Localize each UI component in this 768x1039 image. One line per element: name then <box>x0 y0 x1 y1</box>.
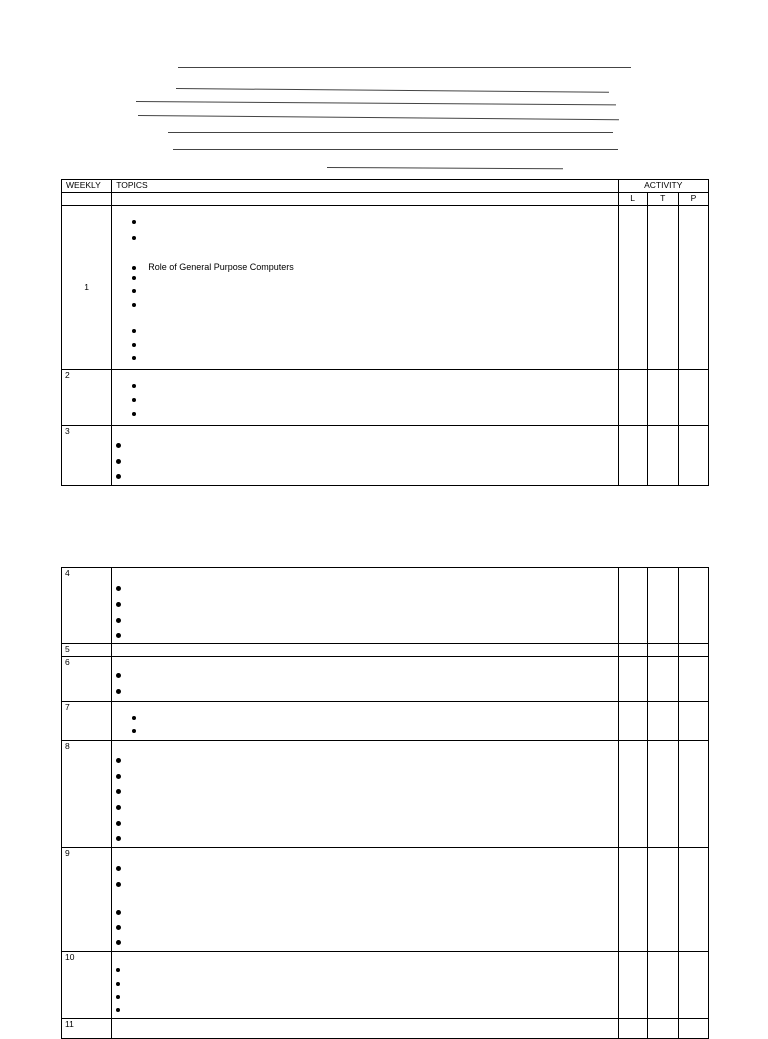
bullet-icon <box>116 1008 120 1012</box>
activity-l-cell <box>618 1019 647 1039</box>
activity-t-cell <box>647 206 678 370</box>
topics-cell <box>112 741 618 848</box>
table-row <box>62 1019 709 1039</box>
list-item <box>116 633 133 638</box>
activity-l-cell <box>618 568 647 644</box>
list-item <box>116 821 133 826</box>
activity-p-cell <box>678 1019 708 1039</box>
bullet-icon <box>132 236 136 240</box>
activity-p-cell <box>678 848 708 952</box>
bullet-icon <box>116 836 121 841</box>
week-number: 3 <box>62 426 112 486</box>
table-row <box>62 848 709 952</box>
activity-l-cell <box>618 206 647 370</box>
list-item <box>132 356 148 360</box>
bullet-icon <box>116 821 121 826</box>
week-number: 5 <box>62 644 112 657</box>
activity-p-cell <box>678 426 708 486</box>
header-rule <box>178 67 631 68</box>
list-item <box>132 236 148 240</box>
topics-cell <box>112 644 618 657</box>
bullet-icon <box>132 276 136 280</box>
list-item <box>116 789 133 794</box>
topics-header: TOPICS <box>112 180 618 193</box>
activity-l-cell <box>618 702 647 741</box>
bullet-icon <box>132 398 136 402</box>
bullet-icon <box>132 220 136 224</box>
bullet-icon <box>132 716 136 720</box>
week-number: 6 <box>62 657 112 702</box>
topics-cell <box>112 657 618 702</box>
week-number: 1 <box>62 206 112 370</box>
list-item <box>132 384 148 388</box>
bullet-icon <box>132 329 136 333</box>
list-item <box>116 805 133 810</box>
list-item <box>132 220 148 224</box>
bullet-icon <box>116 586 121 591</box>
list-item <box>116 443 133 448</box>
table-row <box>62 426 709 486</box>
activity-p-cell <box>678 741 708 848</box>
bullet-icon <box>132 412 136 416</box>
week-number: 2 <box>62 370 112 426</box>
bullet-icon <box>116 618 121 623</box>
table-row <box>62 206 709 370</box>
activity-p-cell <box>678 657 708 702</box>
bullet-icon <box>116 789 121 794</box>
list-item <box>116 1008 132 1012</box>
bullet-icon <box>116 910 121 915</box>
table-row <box>62 370 709 426</box>
header-rule <box>327 167 563 169</box>
list-item <box>132 412 148 416</box>
activity-l-cell <box>618 952 647 1019</box>
bullet-icon <box>132 343 136 347</box>
bullet-icon <box>116 982 120 986</box>
activity-l-header: L <box>618 193 647 206</box>
list-item <box>116 836 133 841</box>
table-row <box>62 568 709 644</box>
bullet-icon <box>116 925 121 930</box>
list-item <box>116 882 133 887</box>
list-item <box>116 474 133 479</box>
list-item <box>116 602 133 607</box>
activity-subheader-row <box>62 193 709 206</box>
list-item <box>132 398 148 402</box>
list-item <box>132 329 148 333</box>
bullet-icon <box>132 356 136 360</box>
bullet-icon <box>116 689 121 694</box>
activity-t-cell <box>647 568 678 644</box>
list-item <box>116 459 133 464</box>
activity-t-cell <box>647 370 678 426</box>
table-row <box>62 644 709 657</box>
topics-cell <box>112 1019 618 1039</box>
bullet-icon <box>132 729 136 733</box>
list-item <box>116 910 133 915</box>
list-item <box>132 289 148 293</box>
list-item <box>116 618 133 623</box>
list-item <box>116 995 132 999</box>
activity-p-cell <box>678 568 708 644</box>
topics-cell <box>112 206 618 370</box>
list-item <box>116 586 133 591</box>
bullet-icon <box>116 940 121 945</box>
table-row <box>62 952 709 1019</box>
list-item <box>116 925 133 930</box>
table-header-row <box>62 180 709 193</box>
activity-p-cell <box>678 644 708 657</box>
weekly-plan-table-1 <box>61 179 709 486</box>
bullet-icon <box>116 882 121 887</box>
bullet-icon <box>116 866 121 871</box>
activity-l-cell <box>618 657 647 702</box>
topics-cell <box>112 568 618 644</box>
bullet-icon <box>116 673 121 678</box>
list-item <box>132 276 148 280</box>
activity-t-header: T <box>647 193 678 206</box>
bullet-icon <box>116 459 121 464</box>
bullet-icon <box>116 602 121 607</box>
list-item <box>132 716 148 720</box>
activity-t-cell <box>647 741 678 848</box>
bullet-icon <box>116 443 121 448</box>
list-item <box>116 758 133 763</box>
list-item <box>116 774 133 779</box>
list-item <box>116 982 132 986</box>
week-number: 4 <box>62 568 112 644</box>
topics-cell <box>112 702 618 741</box>
week-number: 9 <box>62 848 112 952</box>
topics-cell <box>112 370 618 426</box>
activity-l-cell <box>618 370 647 426</box>
activity-p-cell <box>678 206 708 370</box>
list-item <box>116 866 133 871</box>
bullet-icon <box>132 289 136 293</box>
bullet-icon <box>116 474 121 479</box>
activity-l-cell <box>618 644 647 657</box>
bullet-icon <box>116 805 121 810</box>
activity-t-cell <box>647 702 678 741</box>
header-rule <box>136 101 616 105</box>
week-number: 11 <box>62 1019 112 1039</box>
activity-p-header: P <box>678 193 708 206</box>
week-number: 7 <box>62 702 112 741</box>
activity-l-cell <box>618 848 647 952</box>
activity-p-cell <box>678 952 708 1019</box>
list-item <box>132 303 148 307</box>
list-item <box>132 343 148 347</box>
activity-t-cell <box>647 1019 678 1039</box>
bullet-icon <box>116 758 121 763</box>
bullet-icon <box>116 633 121 638</box>
activity-t-cell <box>647 657 678 702</box>
topics-cell <box>112 952 618 1019</box>
activity-p-cell <box>678 370 708 426</box>
topics-cell <box>112 848 618 952</box>
list-item <box>132 729 148 733</box>
activity-p-cell <box>678 702 708 741</box>
list-item <box>116 940 133 945</box>
bullet-icon <box>116 968 120 972</box>
activity-l-cell <box>618 426 647 486</box>
header-rule <box>176 88 609 93</box>
list-item <box>116 673 133 678</box>
table-row <box>62 657 709 702</box>
bullet-icon <box>116 995 120 999</box>
bullet-icon <box>132 266 136 270</box>
week-number: 8 <box>62 741 112 848</box>
list-item <box>116 689 133 694</box>
week-number: 10 <box>62 952 112 1019</box>
bullet-icon <box>116 774 121 779</box>
activity-t-cell <box>647 644 678 657</box>
topics-cell <box>112 426 618 486</box>
list-item: Role of General Purpose Computers <box>132 262 294 273</box>
activity-header: ACTIVITY <box>618 180 708 193</box>
list-item <box>116 968 132 972</box>
header-rule <box>173 149 618 150</box>
table-row <box>62 702 709 741</box>
header-rule <box>138 115 619 120</box>
bullet-icon <box>132 384 136 388</box>
weekly-header: WEEKLY <box>62 180 112 193</box>
weekly-plan-table-2 <box>61 567 709 1039</box>
activity-t-cell <box>647 952 678 1019</box>
activity-l-cell <box>618 741 647 848</box>
activity-t-cell <box>647 848 678 952</box>
table-row <box>62 741 709 848</box>
activity-t-cell <box>647 426 678 486</box>
bullet-icon <box>132 303 136 307</box>
header-rule <box>168 132 613 133</box>
